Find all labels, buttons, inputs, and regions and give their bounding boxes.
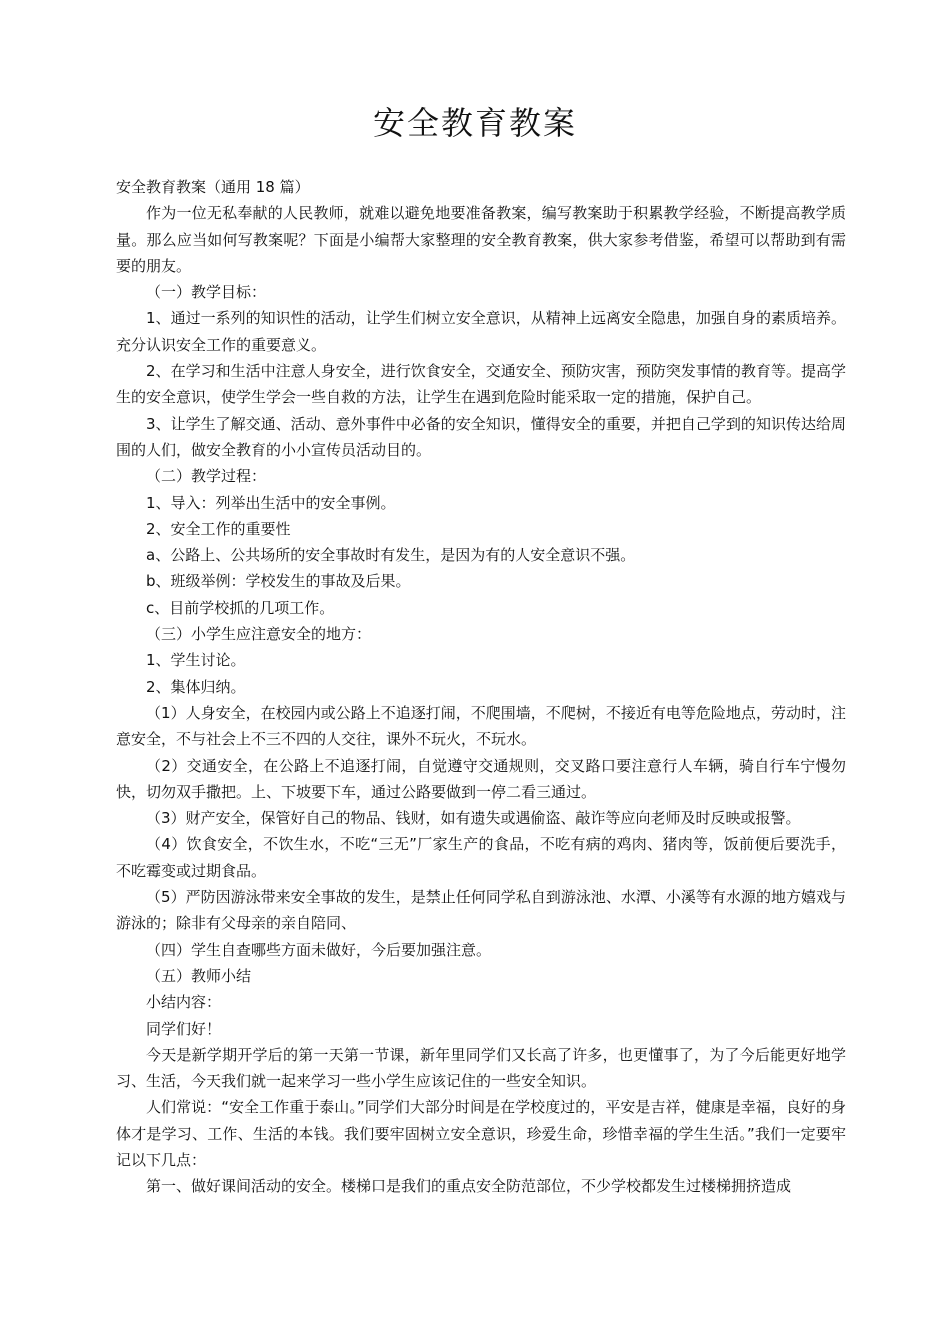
paragraph: 2、安全工作的重要性 [146,519,291,538]
paragraph: （5）严防因游泳带来安全事故的发生，是禁止任何同学私自到游泳池、水潭、小溪等有水源的地方嬉戏与游泳的；除非有父母亲的亲自陪同、 [116,888,846,933]
paragraph: 3、让学生了解交通、活动、意外事件中必备的安全知识，懂得安全的重要，并把自己学到的知识传达给周围的人们，做安全教育的小小宣传员活动目的。 [116,414,846,459]
paragraph: （3）财产安全，保管好自己的物品、钱财，如有遗失或遇偷盗、敲诈等应向老师及时反映或报警。 [146,809,801,828]
paragraph: 同学们好！ [146,1019,222,1038]
paragraph: 今天是新学期开学后的第一天第一节课，新年里同学们又长高了许多，也更懂事了，为了今后能更好地学习、生活，今天我们就一起来学习一些小学生应该记住的一些安全知识。 [116,1045,846,1091]
paragraph: a、公路上、公共场所的安全事故时有发生，是因为有的人安全意识不强。 [146,546,636,565]
paragraph: （2）交通安全，在公路上不追逐打闹，自觉遵守交通规则，交叉路口要注意行人车辆，骑自行车宁慢勿快，切勿双手撒把。上、下坡要下车，通过公路要做到一停二看三通过。 [116,756,846,801]
paragraph: 1、通过一系列的知识性的活动，让学生们树立安全意识，从精神上远离安全隐患，加强自身的素质培养。充分认识安全工作的重要意义。 [116,309,846,354]
paragraph: 2、集体归纳。 [146,677,246,696]
paragraph: 作为一位无私奉献的人民教师，就难以避免地要准备教案，编写教案助于积累教学经验，不断提高教学质量。那么应当如何写教案呢？下面是小编帮大家整理的安全教育教案，供大家参考借鉴，希望可以帮助到有需要的朋友。 [116,204,846,275]
paragraph: （一）教学目标： [146,283,267,302]
paragraph: 小结内容： [146,993,222,1012]
paragraph: c、目前学校抓的几项工作。 [146,598,335,617]
paragraph: （二）教学过程： [146,467,267,486]
paragraph: 1、学生讨论。 [146,651,246,670]
paragraph: （1）人身安全，在校园内或公路上不追逐打闹，不爬围墙，不爬树，不接近有电等危险地点，劳动时，注意安全，不与社会上不三不四的人交往，课外不玩火，不玩水。 [116,703,846,749]
paragraph: （五）教师小结 [146,966,252,985]
paragraph: （三）小学生应注意安全的地方： [146,625,372,644]
document-body [116,174,846,1200]
paragraph: 1、导入：列举出生活中的安全事例。 [146,493,396,512]
paragraph: 2、在学习和生活中注意人身安全，进行饮食安全，交通安全、预防灾害，预防突发事情的教育等。提高学生的安全意识，使学生学会一些自救的方法，让学生在遇到危险时能采取一定的措施，保护自己。 [116,362,846,407]
paragraph: 第一、做好课间活动的安全。楼梯口是我们的重点安全防范部位，不少学校都发生过楼梯拥挤造成 [146,1177,792,1196]
paragraph: 人们常说：“安全工作重于泰山。”同学们大部分时间是在学校度过的，平安是吉祥，健康是幸福，良好的身体才是学习、工作、生活的本钱。我们要牢固树立安全意识，珍爱生命，珍惜幸福的学生生活。”我们一定要牢记以下几点： [116,1098,847,1169]
document-title: 安全教育教案 [372,104,577,142]
paragraph: （4）饮食安全，不饮生水，不吃“三无”厂家生产的食品，不吃有病的鸡肉、猪肉等，饭前便后要洗手，不吃霉变或过期食品。 [116,835,846,880]
document-subtitle: 安全教育教案（通用 18 篇） [116,178,310,196]
paragraph: （四）学生自查哪些方面未做好，今后要加强注意。 [146,940,492,959]
paragraph: b、班级举例：学校发生的事故及后果。 [146,572,411,591]
